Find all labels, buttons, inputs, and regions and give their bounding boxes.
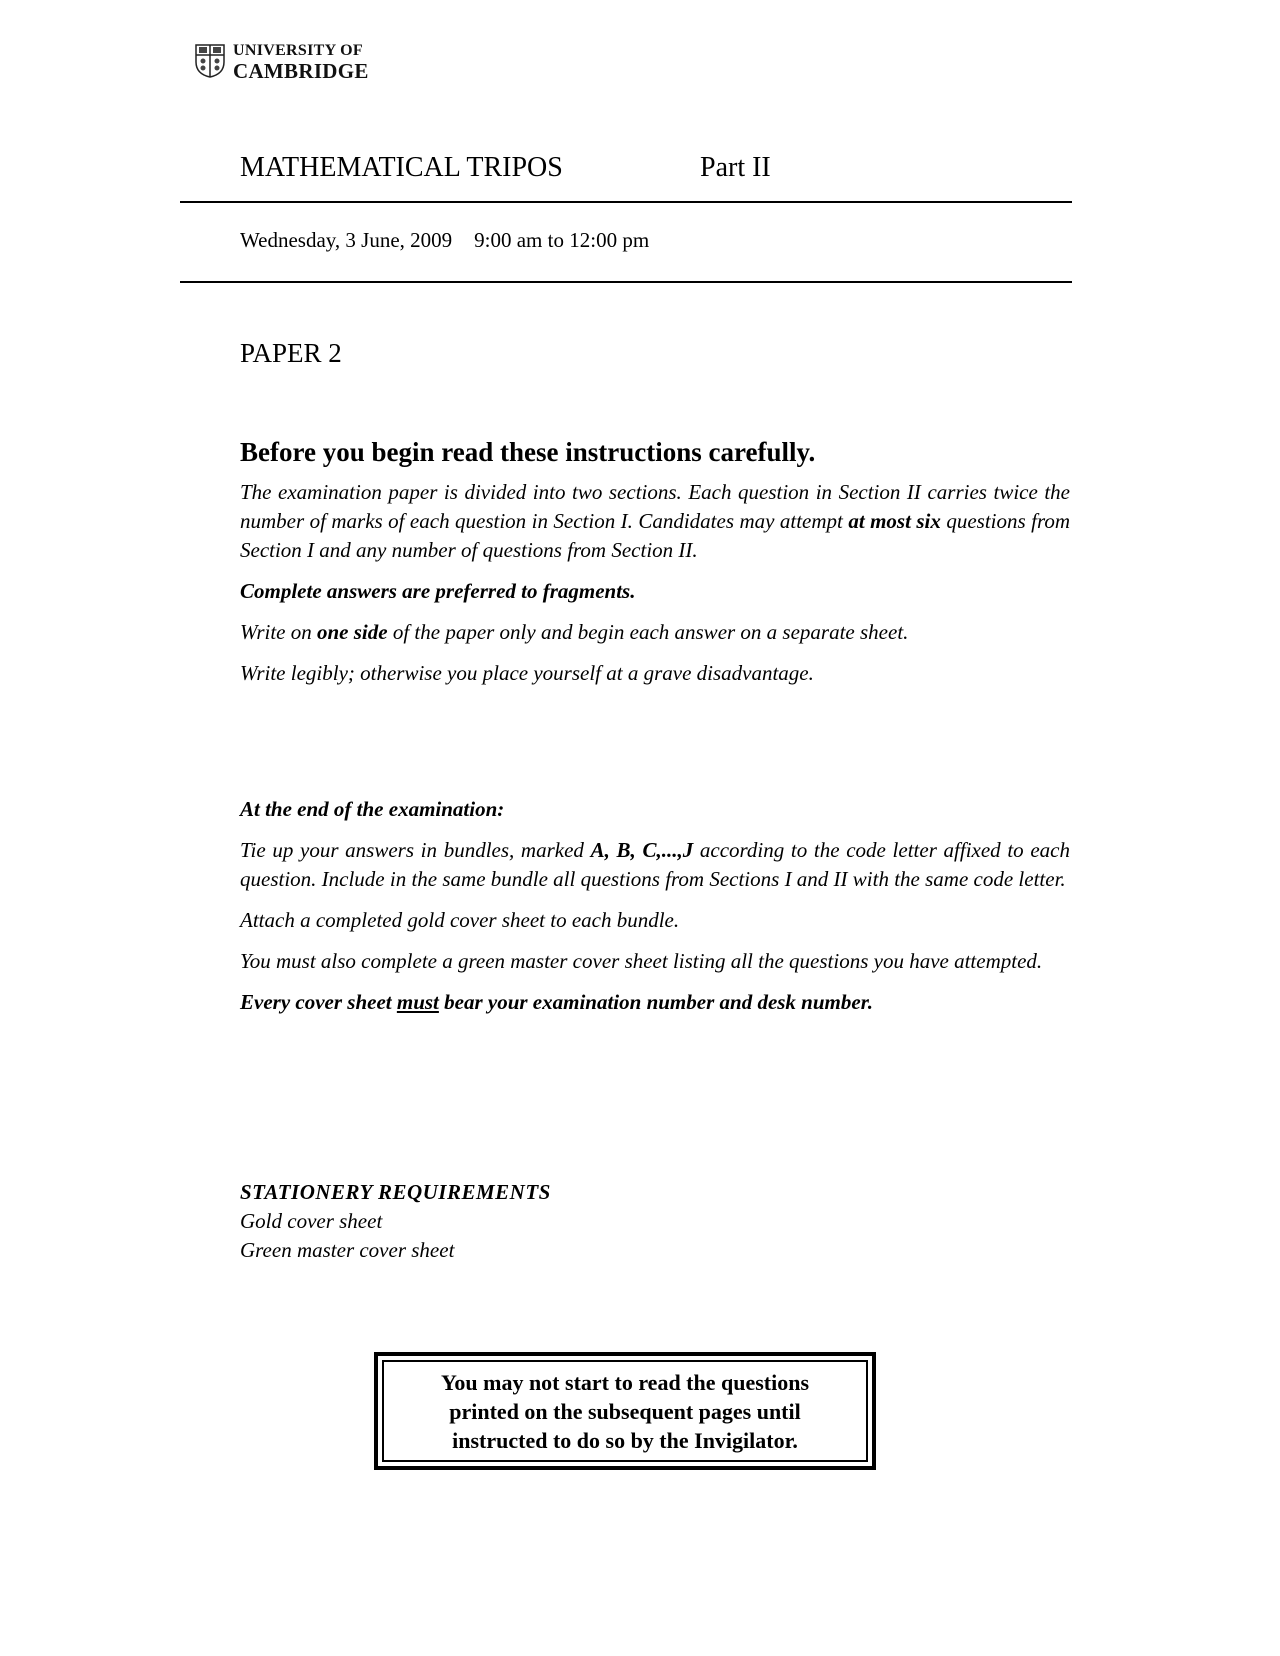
exam-title-row: [240, 152, 771, 184]
end-heading: At the end of the examination:: [240, 797, 505, 821]
stationery-item-2: Green master cover sheet: [240, 1238, 455, 1262]
instructions-paragraph-3: [240, 618, 1070, 647]
end-p1-letters: A, B, C,...,J: [590, 838, 694, 862]
notice-line-1: You may not start to read the questions: [440, 1369, 810, 1395]
exam-time: 9:00 am to 12:00 pm: [474, 228, 650, 252]
instr-p3-bold: one side: [317, 620, 388, 644]
end-paragraph-3: You must also complete a green master cover sheet listing all the questions you have attempted.: [240, 949, 1043, 973]
university-logo: [195, 40, 369, 82]
bottom-rule: [180, 281, 1072, 283]
instructions-paragraph-4: Write legibly; otherwise you place yourself at a grave disadvantage.: [240, 661, 814, 685]
end-p4-must: must: [396, 990, 439, 1014]
exam-part: Part II: [700, 152, 771, 183]
instr-p1-text-b: questions from Section I and any number of questions from Section II.: [240, 509, 1071, 562]
stationery-section: [240, 1178, 1070, 1265]
instr-p3-text-b: of the paper only and begin each answer on a separate sheet.: [387, 620, 909, 644]
exam-dateline: [240, 228, 649, 253]
instr-p1-bold: at most six: [848, 509, 941, 533]
end-p4-text-b: bear your examination number and desk number.: [438, 990, 873, 1014]
instr-p1-text-a: The examination paper is divided into two sections. Each question in Section II carries twice the number of marks of each question in Section I. Candidates may attempt: [240, 480, 1070, 533]
notice-line-3: instructed to do so by the Invigilator.: [452, 1427, 798, 1453]
stationery-item-1: Gold cover sheet: [240, 1209, 383, 1233]
crest-icon: [195, 44, 225, 78]
end-p4-text-a: Every cover sheet: [240, 990, 397, 1014]
instructions-paragraph-2: Complete answers are preferred to fragments.: [240, 579, 636, 603]
notice-line-2: printed on the subsequent pages until: [449, 1398, 801, 1424]
logo-line-1: UNIVERSITY OF: [233, 42, 363, 59]
paper-number: PAPER 2: [240, 338, 342, 368]
end-p1-text-a: Tie up your answers in bundles, marked: [240, 838, 591, 862]
exam-title: MATHEMATICAL TRIPOS: [240, 152, 563, 183]
instructions-section: [240, 437, 1070, 688]
end-paragraph-1: [240, 836, 1070, 894]
invigilator-notice-box: [374, 1352, 876, 1470]
top-rule: [180, 201, 1072, 203]
end-paragraph-2: Attach a completed gold cover sheet to each bundle.: [240, 908, 680, 932]
stationery-heading: STATIONERY REQUIREMENTS: [240, 1180, 551, 1204]
end-of-exam-section: [240, 795, 1070, 1017]
logo-line-2: CAMBRIDGE: [233, 59, 369, 83]
instr-p3-text-a: Write on: [240, 620, 317, 644]
exam-date: Wednesday, 3 June, 2009: [240, 228, 453, 252]
instructions-paragraph-1: [240, 478, 1070, 565]
end-p1-text-b: according to the code letter affixed to each question. Include in the same bundle all questions from Sections I and II with the same code letter.: [240, 838, 1070, 891]
instructions-heading: Before you begin read these instructions carefully.: [240, 437, 816, 467]
end-paragraph-4: [240, 988, 1070, 1017]
